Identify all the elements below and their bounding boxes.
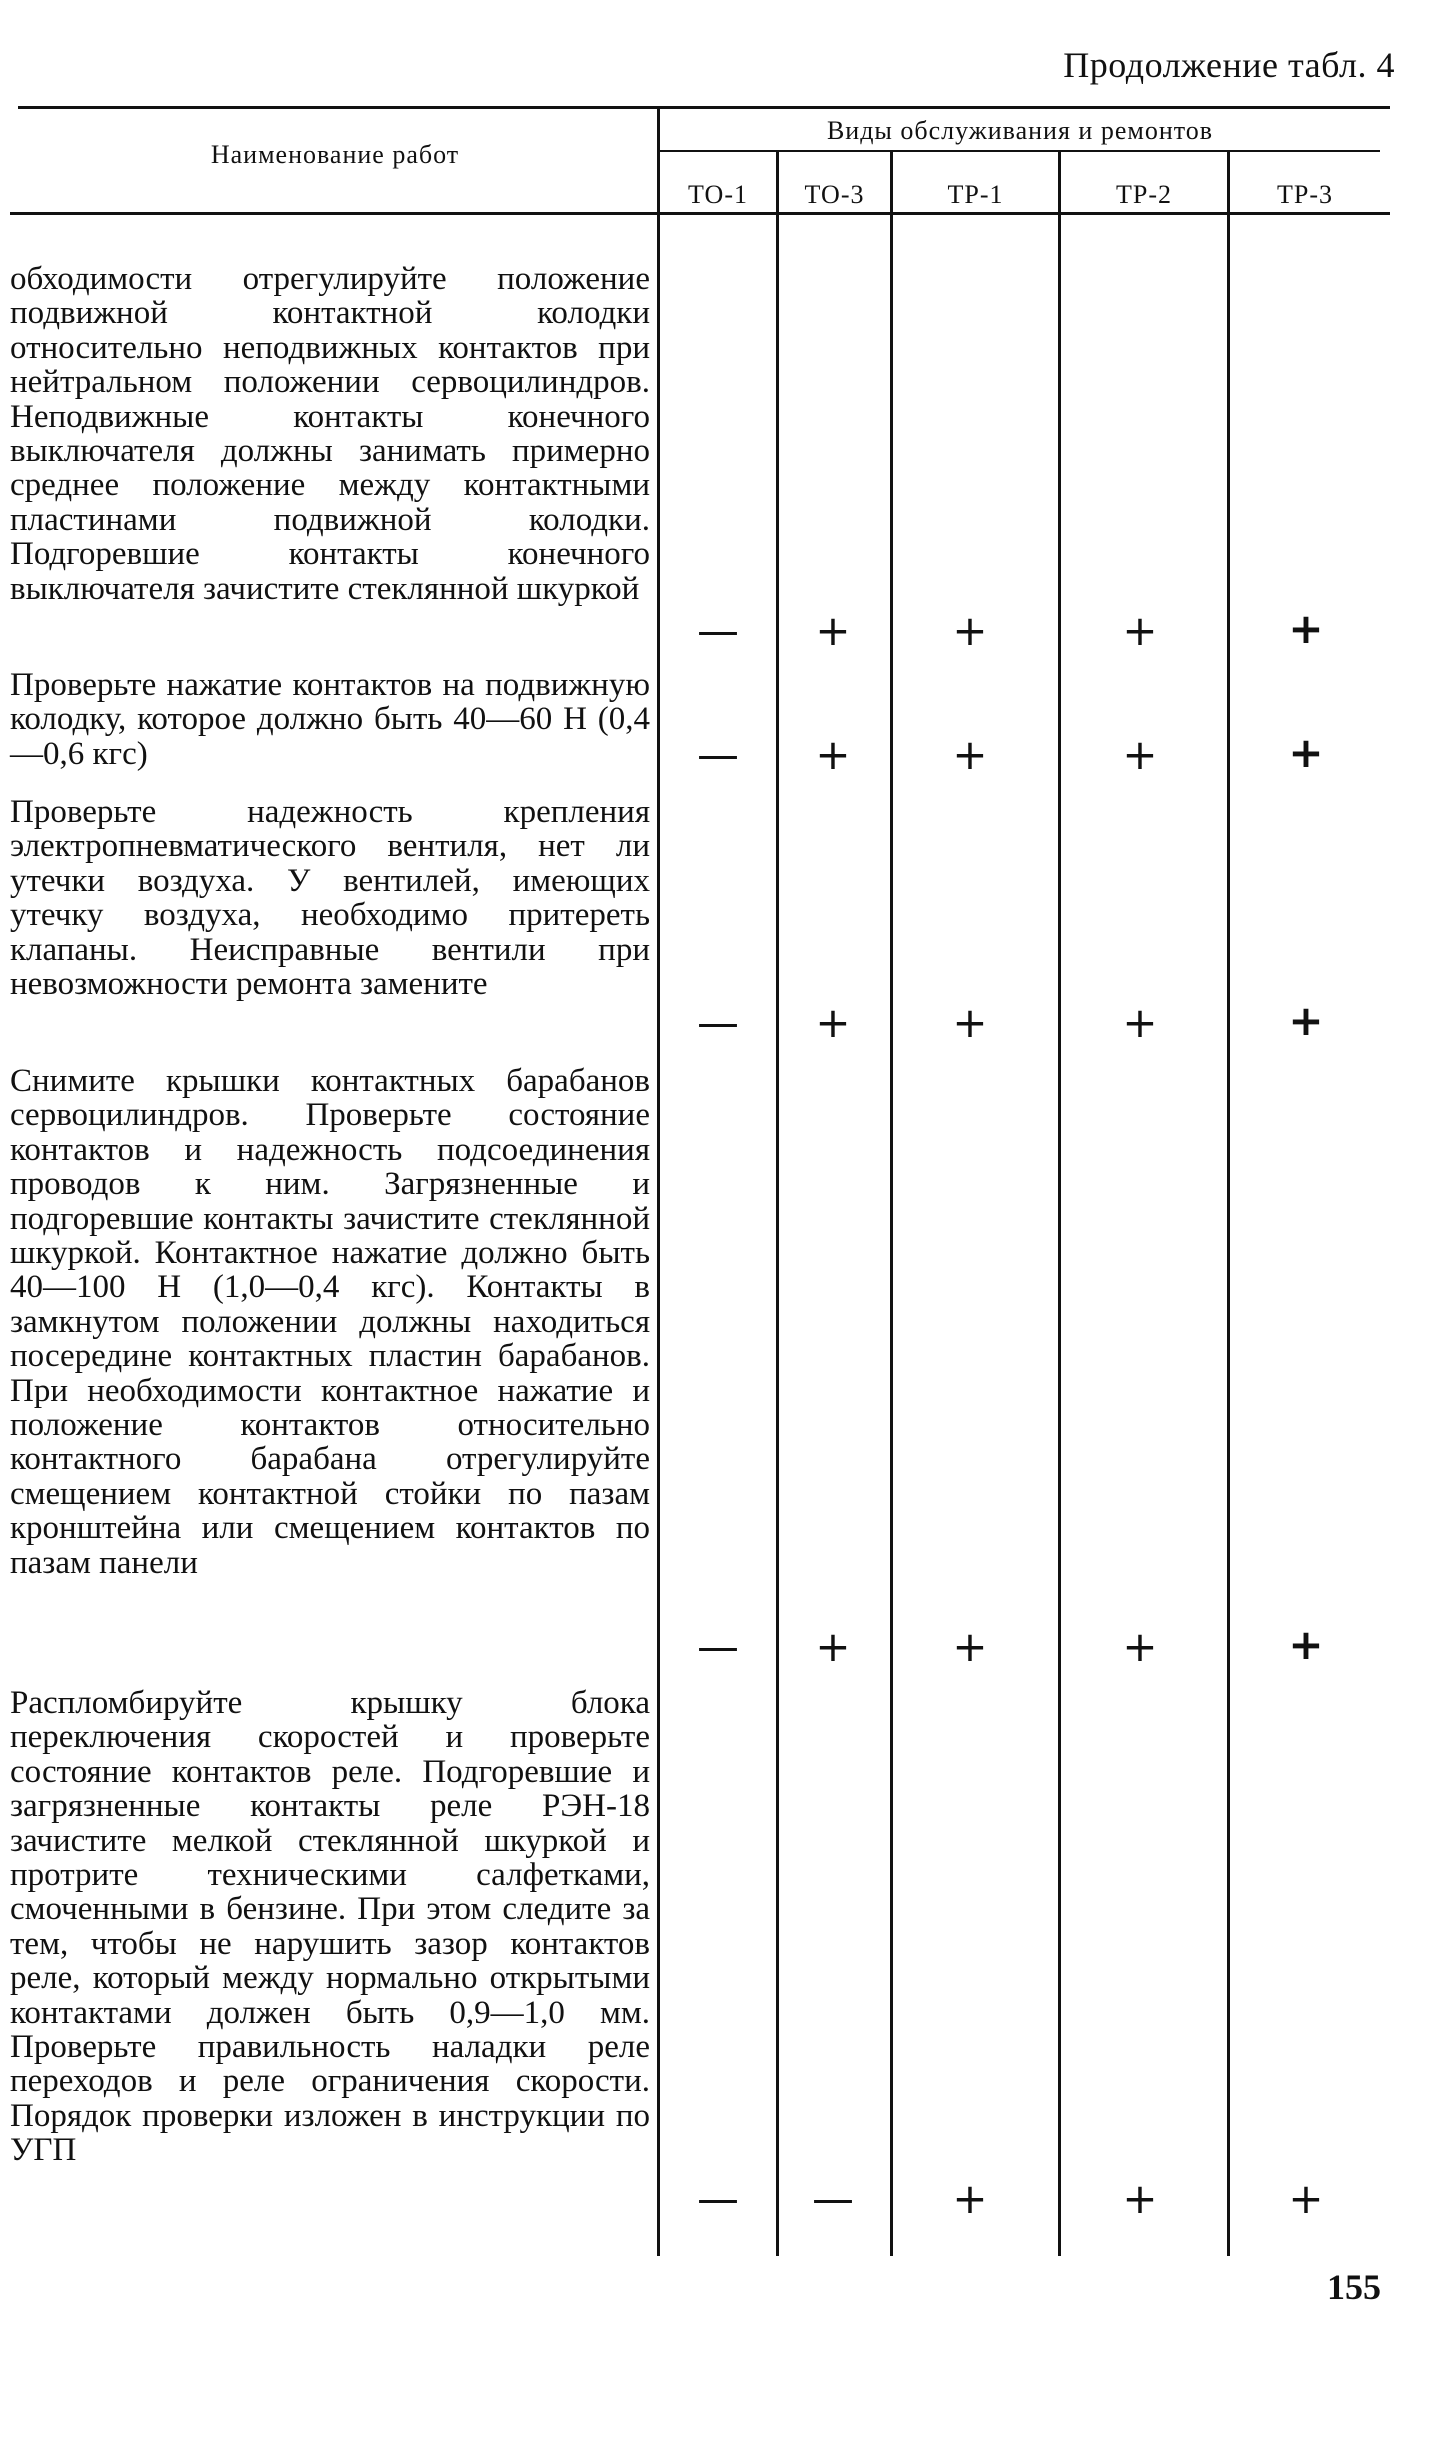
work-description: Распломбируйте крышку блока переключения скоростей и проверьте состояние контактов реле. Подгоревшие и загрязненные контакты реле РЭН-18 зачистите мелкой стеклянной шкуркой и протрите техническими салфетками, смоченными в бензине. При этом следите за тем, чтобы не нарушить зазор контактов реле, который между нормально открытыми контактами должен быть 0,9—1,0 мм. Проверьте правильность наладки реле переходов и реле ограничения скорости. Порядок проверки изложен в инструкции по УГП <box>10 1685 650 2169</box>
header-col-tr2: ТР-2 <box>1116 180 1172 209</box>
work-description: Проверьте нажатие контактов на подвижную колодку, которое должно быть 40—60 Н (0,4—0,6 кгс) <box>10 667 650 772</box>
column-divider-to3 <box>890 152 893 2256</box>
mark-to3: — <box>812 2174 854 2223</box>
column-divider-tr1 <box>1058 152 1061 2256</box>
mark-tr1: + <box>952 1622 988 1671</box>
mark-tr2: + <box>1122 998 1158 1047</box>
column-divider-name <box>657 106 660 2256</box>
mark-tr3: + <box>1288 1620 1324 1669</box>
work-description: Проверьте надежность крепления электропневматического вентиля, нет ли утечки воздуха. У вентилей, имеющих утечку воздуха, необходимо притереть клапаны. Неисправные вентили при невозможности ремонта замените <box>10 794 650 1003</box>
mark-to1: — <box>697 2174 739 2223</box>
header-col-tr3: ТР-3 <box>1277 180 1333 209</box>
mark-tr2: + <box>1122 2174 1158 2223</box>
mark-to3: + <box>815 998 851 1047</box>
table-top-rule <box>18 106 1390 109</box>
mark-tr3: + <box>1288 2174 1324 2223</box>
table-continuation-label: Продолжение табл. 4 <box>1063 45 1395 85</box>
mark-tr2: + <box>1122 730 1158 779</box>
mark-to3: + <box>815 730 851 779</box>
mark-tr3: + <box>1288 996 1324 1045</box>
column-divider-tr2 <box>1227 152 1230 2256</box>
column-divider-to1 <box>776 152 779 2256</box>
mark-to1: — <box>697 998 739 1047</box>
mark-tr3: + <box>1288 604 1324 653</box>
work-description: обходимости отрегулируйте положение подвижной контактной колодки относительно неподвижных контактов при нейтральном положении сервоцилиндров. Неподвижные контакты конечного выключателя должны занимать примерно среднее положение между контактными пластинами подвижной колодки. Подгоревшие контакты конечного выключателя зачистите стеклянной шкуркой <box>10 261 650 607</box>
header-bottom-rule <box>10 212 1390 215</box>
work-description: Снимите крышки контактных барабанов сервоцилиндров. Проверьте состояние контактов и надежность подсоединения проводов к ним. Загрязненные и подгоревшие контакты зачистите стеклянной шкуркой. Контактное нажатие должно быть 40—100 Н (1,0—0,4 кгс). Контакты в замкнутом положении должны находиться посередине контактных пластин барабанов. При необходимости контактное нажатие и положение контактов относительно контактного барабана отрегулируйте смещением контактной стойки по пазам кронштейна или смещением контактов по пазам панели <box>10 1063 650 1581</box>
mark-tr2: + <box>1122 1622 1158 1671</box>
group-header-rule <box>660 150 1380 152</box>
mark-tr1: + <box>952 730 988 779</box>
mark-to1: — <box>697 730 739 779</box>
mark-tr1: + <box>952 998 988 1047</box>
header-col-to3: ТО-3 <box>804 180 865 209</box>
page-number: 155 <box>1327 2267 1381 2307</box>
mark-to3: + <box>815 606 851 655</box>
mark-to1: — <box>697 606 739 655</box>
mark-to3: + <box>815 1622 851 1671</box>
mark-tr1: + <box>952 2174 988 2223</box>
header-col-to1: ТО-1 <box>688 180 748 209</box>
header-work-name: Наименование работ <box>210 140 460 169</box>
mark-tr1: + <box>952 606 988 655</box>
mark-to1: — <box>697 1622 739 1671</box>
mark-tr2: + <box>1122 606 1158 655</box>
header-service-types: Виды обслуживания и ремонтов <box>826 116 1214 145</box>
mark-tr3: + <box>1288 728 1324 777</box>
header-col-tr1: ТР-1 <box>947 180 1004 209</box>
